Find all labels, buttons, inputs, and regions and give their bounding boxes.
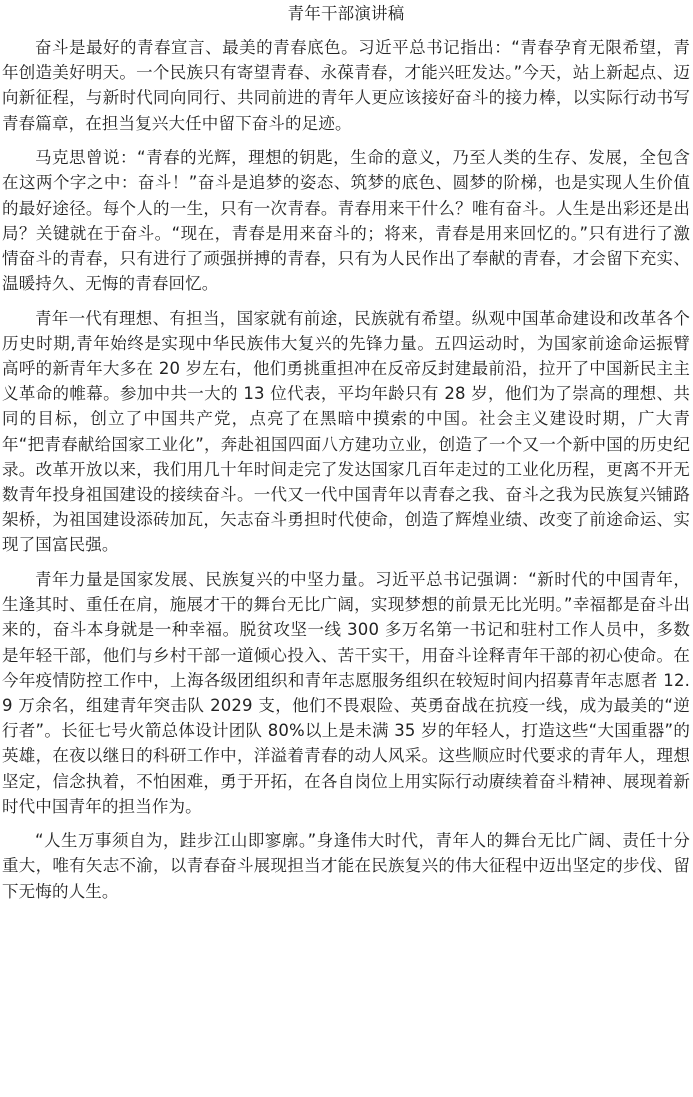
article-body [2, 35, 690, 904]
paragraph-2: 马克思曾说：“青春的光辉，理想的钥匙，生命的意义，乃至人类的生存、发展，全包含在这两个字之中：奋斗！”奋斗是追梦的姿态、筑梦的底色、圆梦的阶梯，也是实现人生价值的最好途径。每个人的一生，只有一次青春。青春用来干什么？唯有奋斗。人生是出彩还是出局？关键就在于奋斗。“现在，青春是用来奋斗的；将来，青春是用来回忆的。”只有进行了激情奋斗的青春，只有进行了顽强拼搏的青春，只有为人民作出了奉献的青春，才会留下充实、温暖持久、无悔的青春回忆。 [2, 148, 690, 294]
paragraph-4: 青年力量是国家发展、民族复兴的中坚力量。习近平总书记强调：“新时代的中国青年，生逢其时、重任在肩，施展才干的舞台无比广阔，实现梦想的前景无比光明。”幸福都是奋斗出来的，奋斗本身就是一种幸福。脱贫攻坚一线 300 多万名第一书记和驻村工作人员中，多数是年轻干部，他们与乡村干部一道倾心投入、苦干实干，用奋斗诠释青年干部的初心使命。在今年疫情防控工作中，上海各级团组织和青年志愿服务组织在较短时间内招募青年志愿者 12.9 万余名，组建青年突击队 2029 支，他们不畏艰险、英勇奋战在抗疫一线，成为最美的“逆行者”。长征七号火箭总体设计团队 80%以上是未满 35 岁的年轻人，打造这些“大国重器”的英雄，在夜以继日的科研工作中，洋溢着青春的动人风采。这些顺应时代要求的青年人，理想坚定，信念执着，不怕困难，勇于开拓，在各自岗位上用实际行动赓续着奋斗精神、展现着新时代中国青年的担当作为。 [2, 569, 690, 816]
paragraph-5: “人生万事须自为，跬步江山即寥廓。”身逢伟大时代，青年人的舞台无比广阔、责任十分重大，唯有矢志不渝，以青春奋斗展现担当才能在民族复兴的伟大征程中迈出坚定的步伐、留下无悔的人生。 [2, 831, 690, 901]
paragraph-3: 青年一代有理想、有担当，国家就有前途，民族就有希望。纵观中国革命建设和改革各个历史时期,青年始终是实现中华民族伟大复兴的先锋力量。五四运动时，为国家前途命运振臂高呼的新青年大多在 20 岁左右，他们勇挑重担冲在反帝反封建最前沿，拉开了中国新民主主义革命的帷幕。参加中共一大的 13 位代表，平均年龄只有 28 岁，他们为了崇高的理想、共同的目标，创立了中国共产党，点亮了在黑暗中摸索的中国。社会主义建设时期，广大青年“把青春献给国家工业化”，奔赴祖国四面八方建功立业，创造了一个又一个新中国的历史纪录。改革开放以来，我们用几十年时间走完了发达国家几百年走过的工业化历程，更离不开无数青年投身祖国建设的接续奋斗。一代又一代中国青年以青春之我、奋斗之我为民族复兴铺路架桥，为祖国建设添砖加瓦，矢志奋斗勇担时代使命，创造了辉煌业绩、改变了前途命运、实现了国富民强。 [2, 308, 690, 555]
paragraph-1: 奋斗是最好的青春宣言、最美的青春底色。习近平总书记指出：“青春孕育无限希望，青年创造美好明天。一个民族只有寄望青春、永葆青春，才能兴旺发达。”今天，站上新起点、迈向新征程，与新时代同向同行、共同前进的青年人更应该接好奋斗的接力棒，以实际行动书写青春篇章，在担当复兴大任中留下奋斗的足迹。 [2, 38, 690, 133]
document-title: 青年干部演讲稿 [287, 4, 405, 23]
